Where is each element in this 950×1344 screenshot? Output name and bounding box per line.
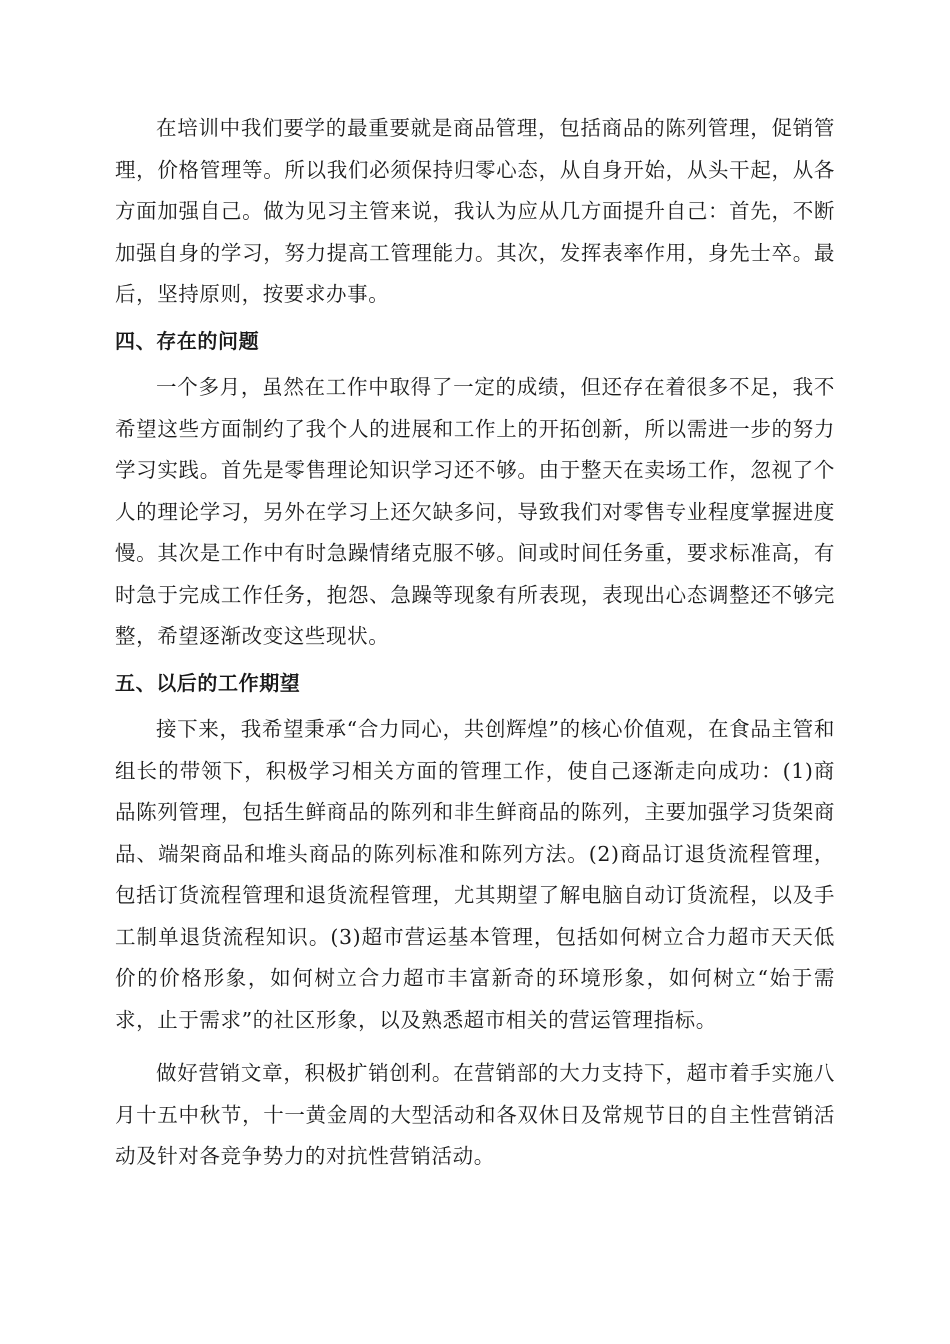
section-heading-problems: 四、存在的问题 <box>115 328 260 353</box>
paragraph-expectations: 接下来，我希望秉承“合力同心，共创辉煌”的核心价值观，在食品主管和组长的带领下，积极学习相关方面的管理工作，使自己逐渐走向成功：(1)商品陈列管理，包括生鲜商品的陈列和非生鲜商品的陈列，主要加强学习货架商品、端架商品和堆头商品的陈列标准和陈列方法。(2)商品订退货流程管理，包括订货流程管理和退货流程管理，尤其期望了解电脑自动订货流程，以及手工制单退货流程知识。(3)超市营运基本管理，包括如何树立合力超市天天低价的价格形象，如何树立合力超市丰富新奇的环境形象，如何树立“始于需求，止于需求”的社区形象，以及熟悉超市相关的营运管理指标。 <box>115 717 835 1032</box>
paragraph-marketing: 做好营销文章，积极扩销创利。在营销部的大力支持下，超市着手实施八月十五中秋节，十一黄金周的大型活动和各双休日及常规节日的自主性营销活动及针对各竞争势力的对抗性营销活动。 <box>115 1061 835 1168</box>
section-heading-expectations: 五、以后的工作期望 <box>115 670 301 695</box>
paragraph-problems: 一个多月，虽然在工作中取得了一定的成绩，但还存在着很多不足，我不希望这些方面制约了我个人的进展和工作上的开拓创新，所以需进一步的努力学习实践。首先是零售理论知识学习还不够。由于整天在卖场工作，忽视了个人的理论学习，另外在学习上还欠缺多问，导致我们对零售专业程度掌握进度慢。其次是工作中有时急躁情绪克服不够。间或时间任务重，要求标准高，有时急于完成工作任务，抱怨、急躁等现象有所表现，表现出心态调整还不够完整，希望逐渐改变这些现状。 <box>115 375 835 648</box>
document-body <box>115 108 835 1178</box>
paragraph-training: 在培训中我们要学的最重要就是商品管理，包括商品的陈列管理，促销管理，价格管理等。所以我们必须保持归零心态，从自身开始，从头干起，从各方面加强自己。做为见习主管来说，我认为应从几方面提升自己：首先，不断加强自身的学习，努力提高工管理能力。其次，发挥表率作用，身先士卒。最后，坚持原则，按要求办事。 <box>115 116 835 306</box>
